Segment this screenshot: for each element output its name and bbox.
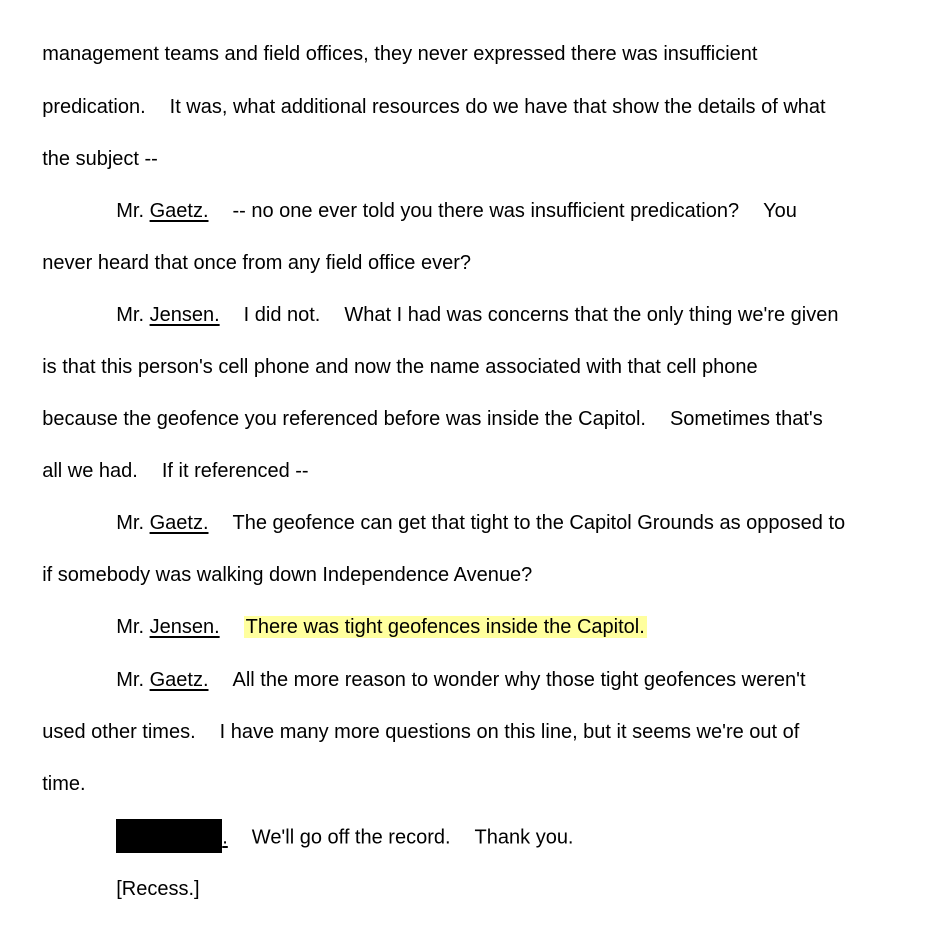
line-text: We'll go off the record. [251,826,451,849]
speaker-title: Mr. [116,200,145,222]
transcript-line [94,844,200,900]
transcript-line [20,687,800,743]
speaker-name: Gaetz. [149,200,209,222]
speaker-name: Gaetz. [149,512,209,534]
transcript-line [94,582,647,638]
line-text: -- no one ever told you there was insufficient predication? [232,200,740,222]
speaker-title: Mr. [116,616,145,638]
line-text: You [763,200,797,222]
transcript-line [20,9,758,65]
line-text: management teams and field offices, they never expressed there was insufficient [42,43,758,65]
line-text: The geofence can get that tight to the Capitol Grounds as opposed to [232,512,846,534]
line-text: all we had. [42,460,138,482]
speaker-name: Jensen. [149,304,220,326]
speaker-title: Mr. [116,669,145,691]
transcript-line [94,791,574,849]
speaker-title: Mr. [116,512,145,534]
line-text: I have many more questions on this line, but it seems we're out of [219,721,800,743]
speaker-title: Mr. [116,304,145,326]
highlighted-text: There was tight geofences inside the Capitol. [245,616,645,638]
transcript-line [94,270,839,326]
transcript-line [20,322,758,378]
speaker-name: Jensen. [149,616,220,638]
transcript-line [20,739,86,795]
transcript-line [20,114,158,170]
transcript-line [20,62,826,118]
line-text: time. [42,773,86,795]
line-text: predication. [42,96,146,118]
transcript-line [94,478,846,534]
line-text: because the geofence you referenced before was inside the Capitol. [42,408,646,430]
line-text: is that this person's cell phone and now the name associated with that cell phone [42,356,758,378]
transcript-line [20,374,823,430]
line-text: the subject -- [42,148,158,170]
line-text: Sometimes that's [669,408,823,430]
transcript-line [94,166,797,222]
line-text: It was, what additional resources do we have that show the details of what [169,96,826,118]
line-text: Thank you. [474,826,574,849]
transcript-line [94,635,806,691]
speaker-name: Gaetz. [149,669,209,691]
line-text: never heard that once from any field office ever? [42,252,472,274]
transcript-line [20,426,309,482]
line-text: used other times. [42,721,196,743]
line-text: if somebody was walking down Independence Avenue? [42,564,533,586]
transcript-line [20,530,533,586]
transcript-line [20,218,472,274]
line-text: What I had was concerns that the only thing we're given [344,304,839,326]
line-text: If it referenced -- [161,460,309,482]
line-text: I did not. [243,304,321,326]
line-text: All the more reason to wonder why those tight geofences weren't [232,669,806,691]
speaker-name: . [222,826,228,849]
line-text: [Recess.] [116,878,200,900]
